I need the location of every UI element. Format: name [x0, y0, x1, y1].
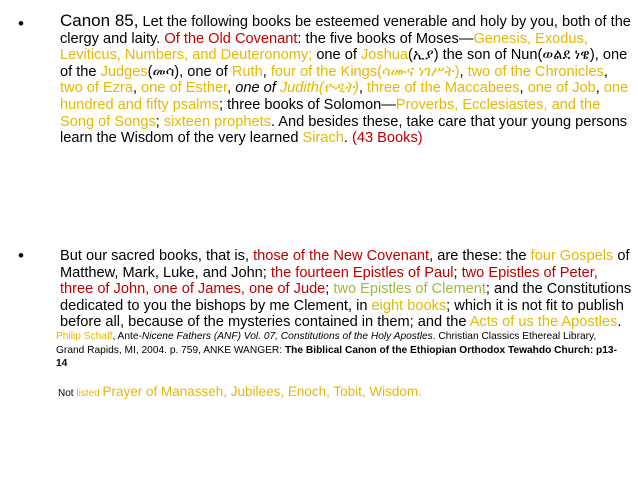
- clement-epistles: two Epistles of Clement: [333, 281, 486, 298]
- text-run: ,: [595, 80, 604, 97]
- acts-of-apostles: Acts of us the Apostles: [469, 314, 618, 331]
- text-run: , Ante: [112, 331, 139, 342]
- text-run: (ኢያ) the son of Nun(ወልደ ነዌ), one of the: [60, 47, 628, 80]
- four-gospels: four Gospels: [530, 248, 614, 264]
- pentateuch-books: Genesis, Exodus, Leviticus, Numbers, and Deuteronomy;: [60, 30, 588, 64]
- text-run: ; three books of Solomon—: [219, 96, 396, 113]
- ruth: Ruth: [231, 63, 263, 80]
- text-run: ,: [459, 63, 468, 80]
- text-run: one of: [235, 80, 280, 97]
- text-run: of Matthew, Mark, Luke, and John;: [60, 248, 630, 281]
- canon-85-paragraph: [60, 13, 632, 147]
- text-run: ,: [262, 63, 271, 80]
- text-run: ;: [453, 264, 462, 281]
- listed-label: listed: [76, 388, 100, 399]
- job: one of Job: [527, 80, 596, 97]
- text-run: . Christian Classics Ethereal Library, Grand Rapids, MI, 2004. p. 759, ANKE WANGER:: [56, 331, 597, 356]
- maccabees: three of the Maccabees: [367, 80, 520, 97]
- not-listed-note: [58, 384, 422, 402]
- joshua: Joshua: [360, 47, 409, 64]
- judith: Judith(ዮዲት): [279, 80, 359, 97]
- text-run: ;: [155, 113, 164, 130]
- judges: Judges: [100, 63, 148, 80]
- solomon-books: Proverbs, Ecclesiastes, and the Song of Songs: [60, 96, 601, 130]
- text-run: : the five books of Moses—: [297, 30, 474, 47]
- general-epistles: two Epistles of Peter, three of John, one of James, one of Jude: [60, 264, 598, 298]
- new-covenant-paragraph: [60, 248, 632, 331]
- citation-author: Philip Schaff: [56, 331, 113, 342]
- text-run: (መሳ), one of: [147, 63, 232, 80]
- text-run: ;: [325, 281, 334, 298]
- text-run: one of: [312, 47, 361, 64]
- text-run: Not: [58, 388, 77, 399]
- text-run: But our sacred books, that is,: [60, 248, 254, 264]
- prophets: sixteen prophets: [163, 113, 271, 130]
- canon-label: Canon 85,: [60, 11, 139, 30]
- text-run: ,: [227, 80, 236, 97]
- text-run: ,: [358, 80, 367, 97]
- psalms: one hundred and fifty psalms: [60, 80, 629, 113]
- bullet-1: •: [18, 14, 24, 33]
- citation-source: The Biblical Canon of the Ethiopian Orthodox Tewahdo Church: p13-14: [56, 344, 617, 369]
- sirach: Sirach: [302, 130, 344, 147]
- text-run: .: [617, 314, 622, 331]
- old-covenant: Of the Old Covenant: [164, 30, 298, 47]
- text-run: ; and the Constitutions dedicated to you the bishops by me Clement, in: [60, 281, 632, 314]
- text-run: Let the following books be esteemed venerable and holy by you, both of the clergy and laity.: [60, 14, 631, 47]
- text-run: ,: [133, 80, 142, 97]
- text-run: .: [343, 130, 353, 147]
- new-covenant: those of the New Covenant: [253, 248, 430, 264]
- bullet-2: •: [18, 246, 24, 265]
- ezra: two of Ezra: [60, 80, 133, 97]
- kings: four of the Kings(ሳሙና ነገሥት): [270, 63, 460, 80]
- citation-work: -Nicene Fathers (ANF) Vol. 07, Constitutions of the Holy Apostles: [138, 331, 433, 342]
- text-run: ; which it is not fit to publish before all, because of the mysteries contained in them; and the: [60, 297, 624, 331]
- eight-books: eight books: [371, 297, 447, 314]
- book-count: (43 Books): [352, 130, 423, 147]
- not-listed-books: Prayer of Manasseh, Jubilees, Enoch, Tobit, Wisdom.: [102, 384, 422, 399]
- esther: one of Esther: [141, 80, 228, 97]
- text-run: , are these: the: [429, 248, 531, 264]
- text-run: . And besides these, take care that your young persons learn the Wisdom of the very learned: [60, 113, 628, 147]
- citation: [56, 330, 626, 371]
- pauline-epistles: the fourteen Epistles of Paul: [270, 264, 454, 281]
- chronicles: two of the Chronicles: [467, 63, 604, 80]
- text-run: ,: [603, 63, 608, 80]
- text-run: ,: [519, 80, 528, 97]
